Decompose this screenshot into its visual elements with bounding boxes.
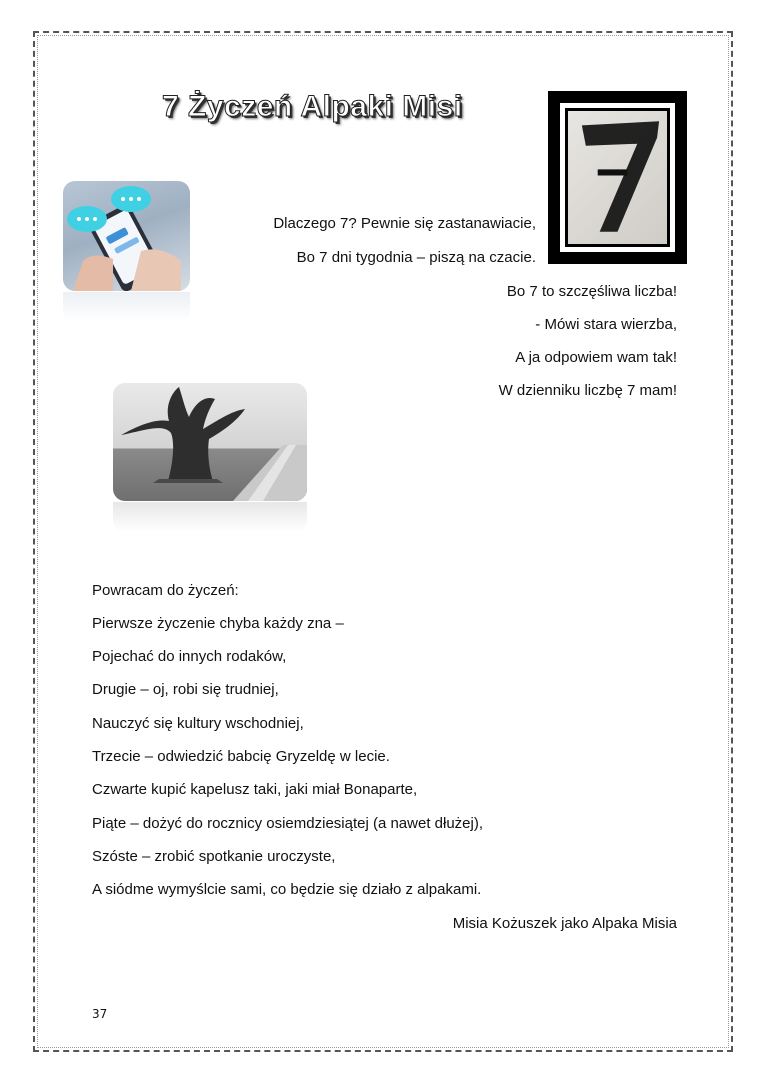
intro-line: Dlaczego 7? Pewnie się zastanawiacie, (273, 215, 536, 232)
wish-line: Nauczyć się kultury wschodniej, (92, 715, 304, 732)
intro-line: Bo 7 dni tygodnia – piszą na czacie. (296, 249, 536, 266)
wish-line: Szóste – zrobić spotkanie uroczyste, (92, 848, 336, 865)
wish-line: Pojechać do innych rodaków, (92, 648, 287, 665)
intro-line: - Mówi stara wierzba, (535, 316, 677, 333)
intro-line: Bo 7 to szczęśliwa liczba! (506, 283, 677, 300)
wish-line: Drugie – oj, robi się trudniej, (92, 681, 279, 698)
wish-line: A siódme wymyślcie sami, co będzie się działo z alpakami. (92, 881, 482, 898)
number-seven-image (548, 91, 687, 264)
page-number: 37 (92, 1007, 108, 1021)
wish-line: Pierwsze życzenie chyba każdy zna – (92, 615, 344, 632)
phone-chat-image (63, 181, 190, 291)
wish-line: Czwarte kupić kapelusz taki, jaki miał Bonaparte, (92, 781, 418, 798)
intro-line: W dzienniku liczbę 7 mam! (498, 382, 677, 399)
wish-line: Powracam do życzeń: (92, 582, 239, 599)
poem-title: 7 Życzeń Alpaki Misi (162, 90, 463, 123)
wish-line: Piąte – dożyć do rocznicy osiemdziesiątej (a nawet dłużej), (92, 815, 484, 832)
signature: Misia Kożuszek jako Alpaka Misia (452, 915, 677, 932)
intro-line: A ja odpowiem wam tak! (515, 349, 677, 366)
tree-image-reflection (113, 502, 307, 532)
old-willow-tree-image (113, 383, 307, 501)
seven-glyph-icon (568, 111, 667, 244)
wish-line: Trzecie – odwiedzić babcię Gryzeldę w lecie. (92, 748, 390, 765)
phone-image-reflection (63, 292, 190, 322)
